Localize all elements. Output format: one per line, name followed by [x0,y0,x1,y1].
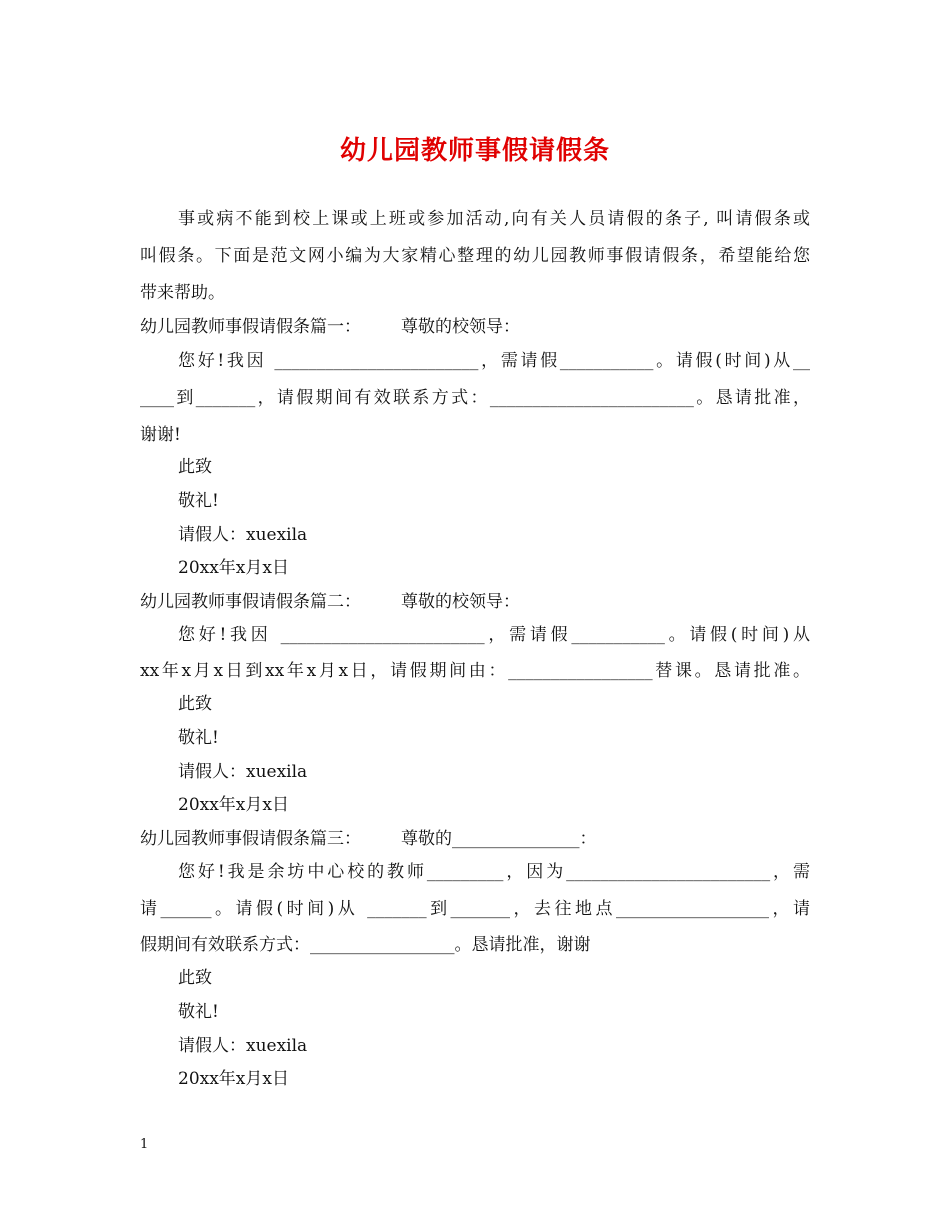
section-1-heading: 幼儿园教师事假请假条篇一： [140,317,361,337]
section-2-date: 20xx年x月x日 [178,795,289,815]
section-2-signer: 请假人：xuexila [178,762,308,782]
section-3-heading-line [140,827,597,851]
intro-line-1: 事或病不能到校上课或上班或参加活动,向有关人员请假的条子, 叫请假条或 [178,209,810,229]
section-3-body-line-3: 假期间有效联系方式：_________________。恳请批准，谢谢 [140,935,591,955]
section-3-salutation: 尊敬的_______________： [401,829,597,849]
section-1-body-line-1: 您好!我因 ________________________，需请假___________。请假(时间)从__ [178,351,810,371]
section-1-heading-line [140,315,520,339]
section-1-salutation: 尊敬的校领导： [401,317,520,337]
section-3-heading: 幼儿园教师事假请假条篇三： [140,829,361,849]
section-2-closing-2: 敬礼! [178,728,219,748]
section-1-closing-2: 敬礼! [178,491,219,511]
document-title: 幼儿园教师事假请假条 [339,136,610,166]
section-1-body-line-3: 谢谢! [140,425,181,445]
section-1-closing-1: 此致 [178,457,212,477]
page-number: 1 [140,1137,149,1152]
section-3-closing-1: 此致 [178,968,212,988]
intro-line-2: 叫假条。下面是范文网小编为大家精心整理的幼儿园教师事假请假条，希望能给您 [140,246,810,266]
intro-line-3: 带来帮助。 [140,283,225,303]
section-2-salutation: 尊敬的校领导： [401,592,520,612]
section-2-body-line-2: xx年x月x日到xx年x月x日，请假期间由：_________________替课。恳请批准。 [140,661,810,681]
section-2-body-line-1: 您好!我因 ________________________，需请假___________。请假(时间)从 [178,625,810,645]
section-1-signer: 请假人：xuexila [178,525,308,545]
section-2-heading-line [140,590,520,614]
section-3-signer: 请假人：xuexila [178,1036,308,1056]
section-3-body-line-2: 请______。请假(时间)从 _______到_______，去往地点__________________，请 [140,899,810,919]
section-1-date: 20xx年x月x日 [178,558,289,578]
section-2-closing-1: 此致 [178,694,212,714]
section-2-heading: 幼儿园教师事假请假条篇二： [140,592,361,612]
section-3-body-line-1: 您好!我是余坊中心校的教师_________，因为________________________，需 [178,862,810,882]
section-3-closing-2: 敬礼! [178,1002,219,1022]
section-1-body-line-2: ____到_______，请假期间有效联系方式：________________________。恳请批准， [140,388,810,408]
section-3-date: 20xx年x月x日 [178,1069,289,1089]
